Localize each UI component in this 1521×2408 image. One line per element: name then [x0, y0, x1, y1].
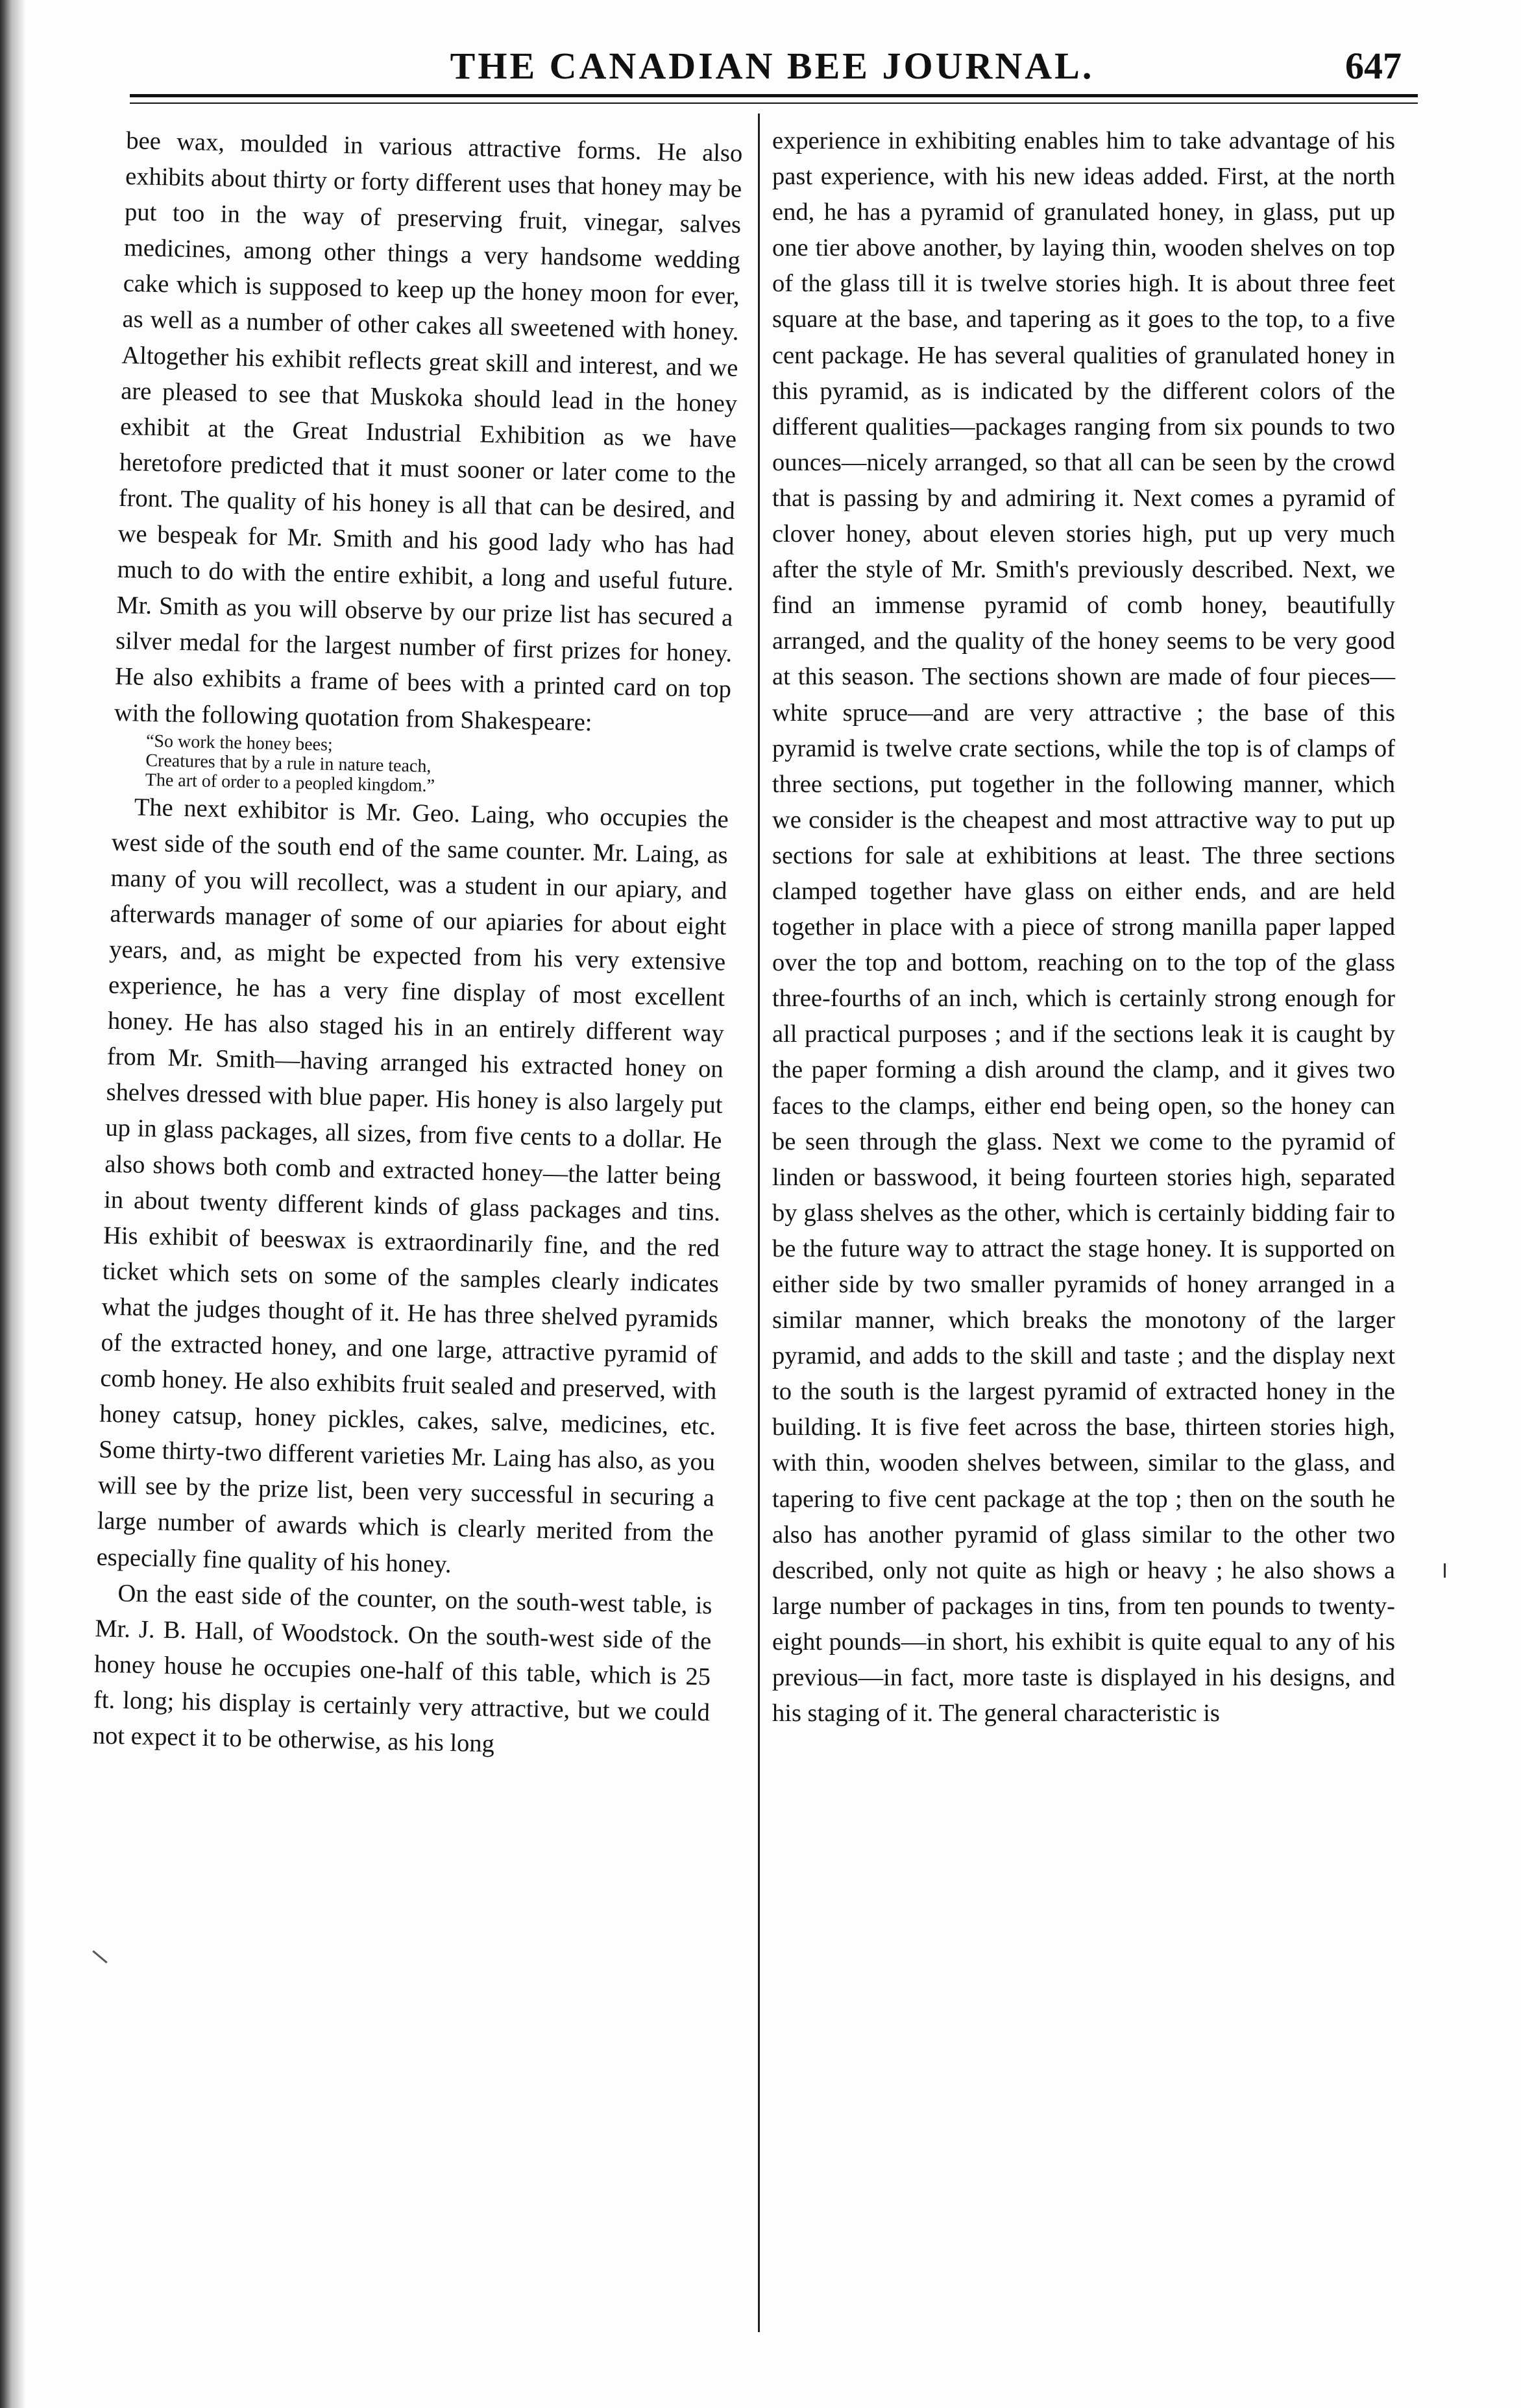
left-paragraph-3: On the east side of the counter, on the south-west table, is Mr. J. B. Hall, of Woodstock. On the south-west side of the honey house he occupies one-half of this table, which is 25 ft. long; his display is certainly very attractive, but we could not expect it to be otherwise, as his long — [92, 1579, 712, 1758]
page-header — [136, 44, 1408, 96]
left-column — [92, 123, 742, 1766]
margin-mark — [1444, 1563, 1446, 1578]
quote-line: The art of order to a peopled kingdom.” — [145, 769, 435, 796]
left-paragraph-2: The next exhibitor is Mr. Geo. Laing, who occupies the west side of the south end of the same counter. Mr. Laing, as many of you will recollect, was a student in our apiary, and afterwards manager of some of our apiaries for about eight years, and, as might be expected from his very extensive experience, he has a very fine display of most excellent honey. He has also staged his in an entirely different way from Mr. Smith—having arranged his extracted honey on shelves dressed with blue paper. His honey is also largely put up in glass packages, all sizes, from five cents to a dollar. He also shows both comb and extracted honey—the latter being in about twenty different kinds of glass packages and tins. His exhibit of beeswax is extraordinarily fine, and the red ticket which sets on some of the samples clearly indicates what the judges thought of it. He has three shelved pyramids of the extracted honey, and one large, attractive pyramid of comb honey. He also exhibits fruit sealed and preserved, with honey catsup, honey pickles, cakes, salve, medicines, etc. Some thirty-two different varieties Mr. Laing has also, as you will see by the prize list, been very successful in securing a large number of awards which is clearly merited from the especially fine quality of his honey. — [96, 793, 729, 1578]
column-divider — [758, 114, 760, 2332]
left-paragraph-1: bee wax, moulded in various attractive forms. He also exhibits about thirty or forty different uses that honey may be put too in the way of preserving fruit, vinegar, salves medicines, among other things a very handsome wedding cake which is supposed to keep up the honey moon for ever, as well as a number of other cakes all sweetened with honey. Altogether his exhibit reflects great skill and interest, and we are pleased to see that Muskoka should lead in the honey exhibit at the Great Industrial Exhibition as we have heretofore predicted that it must sooner or later come to the front. The quality of his honey is all that can be desired, and we bespeak for Mr. Smith and his good lady who has had much to do with the entire exhibit, a long and useful future. Mr. Smith as you will observe by our prize list has secured a silver medal for the largest number of first prizes for honey. He also exhibits a frame of bees with a printed card on top with the following quotation from Shakespeare: — [114, 126, 743, 736]
quote-line: Creatures that by a rule in nature teach, — [145, 750, 432, 777]
right-paragraph-1: experience in exhibiting enables him to take advantage of his past experience, with his new ideas added. First, at the north end, he has a pyramid of granulated honey, in glass, put up one tier above another, by laying thin, wooden shelves on top of the glass till it is twelve stories high. It is about three feet square at the base, and tapering as it goes to the top, to a five cent package. He has several qualities of granulated honey in this pyramid, as is indicated by the different colors of the different qualities—packages ranging from six pounds to two ounces—nicely arranged, so that all can be seen by the crowd that is passing by and admiring it. Next comes a pyramid of clover honey, about eleven stories high, put up very much after the style of Mr. Smith's previously described. Next, we find an immense pyramid of comb honey, beautifully arranged, and the quality of the honey seems to be very good at this season. The sections shown are made of four pieces—white spruce—and are very attractive ; the base of this pyramid is twelve crate sections, while the top is of clamps of three sections, put together in the following manner, which we consider is the cheapest and most attractive way to put up sections for sale at exhibitions at least. The three sections clamped together have glass on either ends, and are held together in place with a piece of strong manilla paper lapped over the top and bottom, reaching on to the top of the glass three-fourths of an inch, which is certainly strong enough for all practical purposes ; and if the sections leak it is caught by the paper forming a dish around the clamp, and it gives two faces to the clamps, either end being open, so the honey can be seen through the glass. Next we come to the pyramid of linden or basswood, it being fourteen stories high, separated by glass shelves as the other, which is certainly bidding fair to be the future way to attract the stage honey. It is supported on either side by two smaller pyramids of honey arranged in a similar manner, which breaks the monotony of the larger pyramid, and adds to the skill and taste ; and the display next to the south is the largest pyramid of extracted honey in the building. It is five feet across the base, thirteen stories high, with thin, wooden shelves between, similar to the glass, and tapering to five cent package at the top ; then on the south he also has another pyramid of glass similar to the other two described, only not quite as high or heavy ; he also shows a large number of packages in tins, from ten pounds to twenty-eight pounds—in short, his exhibit is quite equal to any of his previous—in fact, more taste is displayed in his designs, and his staging of it. The general characteristic is — [772, 127, 1395, 1728]
running-title: THE CANADIAN BEE JOURNAL. — [450, 45, 1095, 87]
quote-line: “So work the honey bees; — [145, 730, 334, 755]
header-rule-thick — [130, 94, 1418, 97]
page-number: 647 — [1345, 45, 1402, 87]
right-column — [772, 123, 1395, 1731]
margin-mark — [92, 1950, 107, 1963]
header-rule-thin — [130, 102, 1418, 104]
binding-shadow — [0, 0, 26, 2408]
